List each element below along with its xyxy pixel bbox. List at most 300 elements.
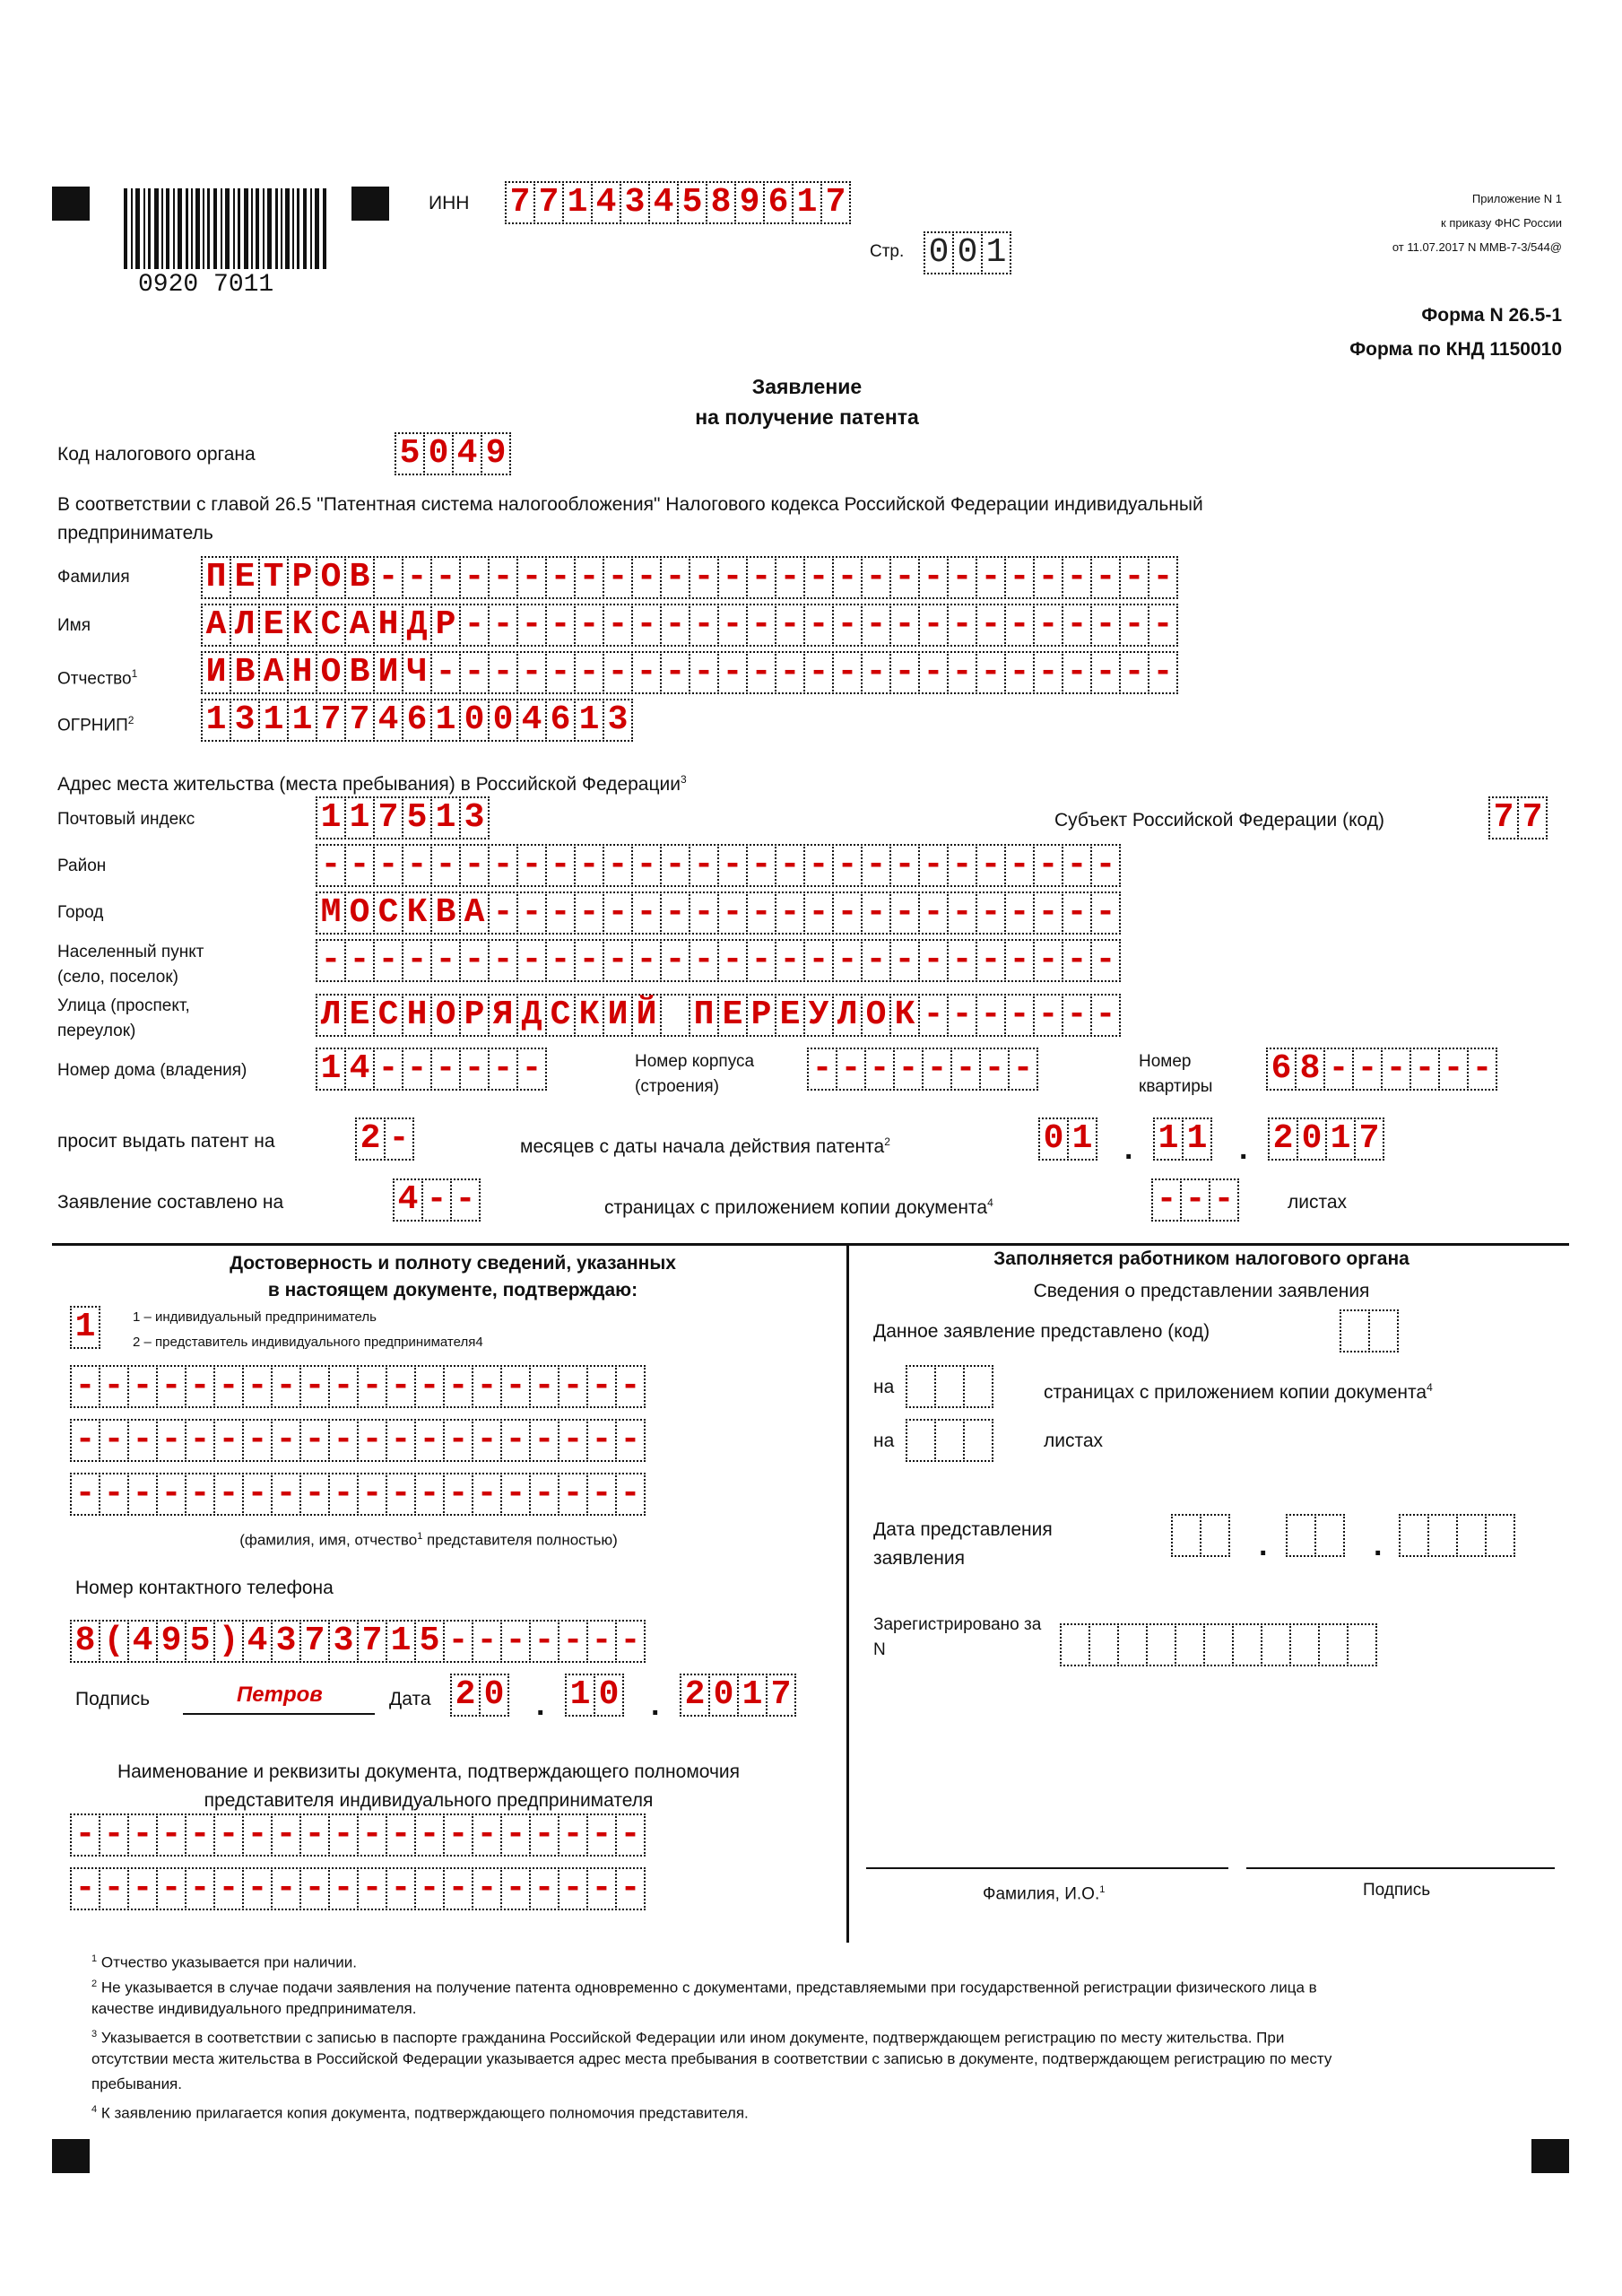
- char-cell: 4: [452, 432, 482, 475]
- locality-field[interactable]: [316, 939, 1119, 982]
- house-field[interactable]: [316, 1048, 545, 1091]
- doc-line-2[interactable]: [70, 1867, 644, 1910]
- char-cell: П: [201, 556, 231, 599]
- char-cell: -: [660, 651, 690, 694]
- char-cell: -: [156, 1365, 186, 1408]
- char-cell: -: [242, 1813, 273, 1857]
- char-cell: -: [430, 939, 461, 982]
- char-cell: 7: [316, 699, 346, 742]
- char-cell: -: [299, 1813, 330, 1857]
- char-cell: -: [918, 844, 949, 887]
- submit-day-field[interactable]: [1171, 1514, 1228, 1557]
- char-cell: -: [918, 604, 949, 647]
- char-cell: 3: [230, 699, 260, 742]
- char-cell: 1: [562, 181, 593, 224]
- char-cell: -: [603, 604, 633, 647]
- char-cell: Я: [488, 994, 518, 1037]
- char-cell: 2: [680, 1674, 710, 1717]
- char-cell: -: [529, 1365, 559, 1408]
- start-day-field[interactable]: [1038, 1118, 1096, 1161]
- char-cell: -: [402, 1048, 432, 1091]
- char-cell: -: [615, 1867, 646, 1910]
- char-cell: -: [1467, 1048, 1497, 1091]
- char-cell: -: [516, 939, 547, 982]
- char-cell: О: [861, 994, 891, 1037]
- char-cell: К: [287, 604, 317, 647]
- char-cell: -: [1148, 604, 1178, 647]
- office-pages-field[interactable]: [906, 1365, 992, 1408]
- char-cell: -: [421, 1178, 452, 1222]
- registration-mark-bottom-left: [52, 2139, 90, 2173]
- office-sheets-field[interactable]: [906, 1419, 992, 1462]
- char-cell: -: [1062, 844, 1092, 887]
- char-cell: -: [1323, 1048, 1354, 1091]
- sheets-field[interactable]: [1151, 1178, 1237, 1222]
- char-cell: -: [832, 844, 863, 887]
- char-cell: Л: [230, 604, 260, 647]
- char-cell: -: [516, 604, 547, 647]
- char-cell: [1286, 1514, 1316, 1557]
- district-label: Район: [57, 857, 107, 875]
- char-cell: -: [1033, 891, 1063, 935]
- char-cell: 1: [1153, 1118, 1184, 1161]
- char-cell: 1: [287, 699, 317, 742]
- char-cell: -: [516, 1048, 547, 1091]
- char-cell: -: [631, 604, 662, 647]
- char-cell: -: [586, 1419, 617, 1462]
- char-cell: -: [861, 604, 891, 647]
- char-cell: -: [1209, 1178, 1239, 1222]
- char-cell: -: [947, 994, 977, 1037]
- char-cell: 6: [545, 699, 576, 742]
- char-cell: -: [545, 891, 576, 935]
- char-cell: -: [1004, 994, 1035, 1037]
- flat-field[interactable]: [1266, 1048, 1496, 1091]
- barcode-number: 0920 7011: [134, 271, 277, 299]
- char-cell: -: [947, 891, 977, 935]
- signer-code-field[interactable]: [70, 1306, 99, 1349]
- char-cell: 7: [357, 1620, 387, 1663]
- start-year-field[interactable]: [1268, 1118, 1383, 1161]
- char-cell: -: [430, 651, 461, 694]
- submit-date-label: Дата представления заявления: [873, 1519, 1053, 1569]
- char-cell: Л: [316, 994, 346, 1037]
- char-cell: -: [586, 1473, 617, 1516]
- char-cell: -: [127, 1473, 158, 1516]
- char-cell: -: [213, 1867, 244, 1910]
- char-cell: 7: [344, 699, 375, 742]
- office-sign-label: Подпись: [1363, 1881, 1431, 1900]
- char-cell: 7: [505, 181, 535, 224]
- char-cell: 5: [414, 1620, 445, 1663]
- char-cell: -: [488, 891, 518, 935]
- char-cell: -: [1062, 556, 1092, 599]
- char-cell: 7: [1488, 796, 1519, 839]
- char-cell: 1: [1325, 1118, 1356, 1161]
- pages-field[interactable]: [393, 1178, 479, 1222]
- char-cell: -: [889, 891, 920, 935]
- sign-day-field[interactable]: [450, 1674, 507, 1717]
- char-cell: -: [918, 891, 949, 935]
- char-cell: 7: [1354, 1118, 1384, 1161]
- char-cell: [1427, 1514, 1458, 1557]
- char-cell: П: [689, 994, 719, 1037]
- char-cell: -: [443, 1419, 473, 1462]
- char-cell: -: [574, 556, 604, 599]
- char-cell: -: [99, 1419, 129, 1462]
- rep-name-line-3[interactable]: [70, 1473, 644, 1516]
- char-cell: 1: [344, 796, 375, 839]
- char-cell: А: [201, 604, 231, 647]
- char-cell: Т: [258, 556, 289, 599]
- region-field[interactable]: [1488, 796, 1546, 839]
- char-cell: -: [861, 844, 891, 887]
- building-field[interactable]: [807, 1048, 1037, 1091]
- char-cell: -: [775, 939, 805, 982]
- char-cell: -: [832, 651, 863, 694]
- char-cell: -: [615, 1620, 646, 1663]
- char-cell: -: [70, 1867, 100, 1910]
- char-cell: -: [1090, 994, 1121, 1037]
- char-cell: -: [299, 1473, 330, 1516]
- char-cell: И: [603, 994, 633, 1037]
- char-cell: 3: [620, 181, 650, 224]
- char-cell: 1: [574, 699, 604, 742]
- start-month-field[interactable]: [1153, 1118, 1210, 1161]
- fio-label: Фамилия, И.О.$^1$: [983, 1884, 1106, 1904]
- char-cell: -: [979, 1048, 1010, 1091]
- surname-label: Фамилия: [57, 568, 130, 587]
- flat-label: Номер квартиры: [1139, 1052, 1213, 1096]
- char-cell: 7: [820, 181, 851, 224]
- char-cell: -: [472, 1620, 502, 1663]
- char-cell: У: [803, 994, 834, 1037]
- char-cell: -: [603, 651, 633, 694]
- char-cell: -: [586, 1867, 617, 1910]
- char-cell: -: [70, 1365, 100, 1408]
- char-cell: -: [631, 844, 662, 887]
- city-field[interactable]: [316, 891, 1119, 935]
- char-cell: В: [344, 651, 375, 694]
- char-cell: В: [230, 651, 260, 694]
- char-cell: 0: [479, 1674, 509, 1717]
- footnote-2-cont: качестве индивидуального предпринимателя.: [91, 2000, 417, 2017]
- char-cell: -: [373, 1048, 403, 1091]
- page-field[interactable]: [924, 231, 1010, 274]
- footnote-2: $^2$ Не указывается в случае подачи заявления на получение патента одновременно с документами, представляемыми при государственной регистрации физического лица в: [91, 1979, 1317, 1996]
- signer-option-2: 2 – представитель индивидуального предпринимателя4: [133, 1335, 483, 1350]
- char-cell: -: [472, 1419, 502, 1462]
- char-cell: 2: [355, 1118, 386, 1161]
- char-cell: -: [357, 1365, 387, 1408]
- char-cell: -: [689, 604, 719, 647]
- ogrnip-label: ОГРНИП$^2$: [57, 714, 134, 735]
- char-cell: -: [316, 939, 346, 982]
- char-cell: -: [328, 1419, 359, 1462]
- char-cell: [1399, 1514, 1429, 1557]
- char-cell: -: [1090, 891, 1121, 935]
- char-cell: А: [344, 604, 375, 647]
- char-cell: -: [574, 891, 604, 935]
- sign-year-field[interactable]: [680, 1674, 794, 1717]
- char-cell: [906, 1365, 936, 1408]
- char-cell: -: [545, 651, 576, 694]
- char-cell: Е: [258, 604, 289, 647]
- char-cell: -: [488, 604, 518, 647]
- char-cell: Л: [832, 994, 863, 1037]
- char-cell: -: [1090, 556, 1121, 599]
- char-cell: -: [615, 1365, 646, 1408]
- char-cell: -: [889, 844, 920, 887]
- char-cell: [1203, 1623, 1234, 1666]
- char-cell: 1: [70, 1306, 100, 1349]
- char-cell: -: [717, 556, 748, 599]
- street-field[interactable]: [316, 994, 1119, 1037]
- inn-field[interactable]: [505, 181, 849, 224]
- char-cell: -: [516, 556, 547, 599]
- char-cell: -: [1352, 1048, 1383, 1091]
- char-cell: -: [1151, 1178, 1182, 1222]
- patronymic-field[interactable]: [201, 651, 1176, 694]
- submit-year-field[interactable]: [1399, 1514, 1514, 1557]
- char-cell: 4: [591, 181, 621, 224]
- barcode-icon: [122, 188, 330, 269]
- char-cell: -: [1090, 651, 1121, 694]
- char-cell: -: [472, 1867, 502, 1910]
- char-cell: -: [70, 1473, 100, 1516]
- char-cell: -: [386, 1473, 416, 1516]
- rep-name-line-2[interactable]: [70, 1419, 644, 1462]
- name-field[interactable]: [201, 604, 1176, 647]
- patronymic-label: Отчество$^1$: [57, 667, 138, 689]
- char-cell: 0: [594, 1674, 624, 1717]
- barcode: [122, 188, 330, 299]
- char-cell: -: [615, 1419, 646, 1462]
- char-cell: [906, 1419, 936, 1462]
- registered-field[interactable]: [1060, 1623, 1375, 1666]
- date-separator: .: [1374, 1528, 1383, 1562]
- rep-name-line-1[interactable]: [70, 1365, 644, 1408]
- char-cell: -: [1180, 1178, 1210, 1222]
- char-cell: -: [836, 1048, 866, 1091]
- phone-label: Номер контактного телефона: [75, 1578, 334, 1598]
- char-cell: [1456, 1514, 1487, 1557]
- char-cell: -: [299, 1419, 330, 1462]
- char-cell: [1200, 1514, 1230, 1557]
- char-cell: -: [99, 1473, 129, 1516]
- char-cell: -: [558, 1365, 588, 1408]
- char-cell: 7: [299, 1620, 330, 1663]
- char-cell: -: [414, 1813, 445, 1857]
- char-cell: -: [976, 891, 1006, 935]
- submitted-code-field[interactable]: [1340, 1309, 1397, 1352]
- char-cell: 1: [981, 231, 1011, 274]
- char-cell: -: [328, 1473, 359, 1516]
- submit-month-field[interactable]: [1286, 1514, 1343, 1557]
- char-cell: -: [558, 1620, 588, 1663]
- char-cell: Е: [230, 556, 260, 599]
- char-cell: -: [529, 1867, 559, 1910]
- char-cell: -: [516, 651, 547, 694]
- char-cell: -: [1062, 994, 1092, 1037]
- char-cell: Р: [746, 994, 776, 1037]
- char-cell: [963, 1365, 993, 1408]
- char-cell: -: [488, 556, 518, 599]
- char-cell: -: [1004, 891, 1035, 935]
- doc-line-1[interactable]: [70, 1813, 644, 1857]
- char-cell: -: [803, 556, 834, 599]
- char-cell: -: [1119, 651, 1149, 694]
- char-cell: -: [574, 939, 604, 982]
- char-cell: -: [574, 651, 604, 694]
- char-cell: К: [889, 994, 920, 1037]
- char-cell: Д: [516, 994, 547, 1037]
- registration-mark-top-right: [351, 187, 389, 221]
- char-cell: -: [660, 844, 690, 887]
- char-cell: -: [402, 939, 432, 982]
- char-cell: 5: [395, 432, 425, 475]
- char-cell: -: [717, 844, 748, 887]
- char-cell: -: [832, 939, 863, 982]
- tax-office-field[interactable]: [395, 432, 509, 475]
- char-cell: Й: [631, 994, 662, 1037]
- char-cell: 8: [706, 181, 736, 224]
- char-cell: -: [603, 844, 633, 887]
- char-cell: -: [947, 939, 977, 982]
- char-cell: 1: [386, 1620, 416, 1663]
- char-cell: С: [545, 994, 576, 1037]
- char-cell: -: [500, 1620, 531, 1663]
- char-cell: 4: [648, 181, 679, 224]
- char-cell: [1340, 1309, 1370, 1352]
- confirm-heading: Достоверность и полноту сведений, указанных в настоящем документе, подтверждаю:: [230, 1253, 676, 1300]
- char-cell: -: [803, 939, 834, 982]
- char-cell: ): [213, 1620, 244, 1663]
- char-cell: -: [1090, 939, 1121, 982]
- char-cell: -: [70, 1419, 100, 1462]
- char-cell: -: [185, 1867, 215, 1910]
- char-cell: -: [500, 1419, 531, 1462]
- signer-option-1: 1 – индивидуальный предприниматель: [133, 1309, 377, 1325]
- char-cell: -: [807, 1048, 837, 1091]
- street-label: Улица (проспект, переулок): [57, 996, 190, 1040]
- char-cell: -: [889, 604, 920, 647]
- date-label: Дата: [389, 1689, 431, 1709]
- char-cell: -: [976, 939, 1006, 982]
- district-field[interactable]: [316, 844, 1119, 887]
- char-cell: -: [156, 1813, 186, 1857]
- char-cell: -: [947, 844, 977, 887]
- char-cell: -: [242, 1473, 273, 1516]
- char-cell: 1: [316, 796, 346, 839]
- char-cell: -: [574, 604, 604, 647]
- char-cell: -: [459, 1048, 490, 1091]
- char-cell: -: [1062, 604, 1092, 647]
- char-cell: [1318, 1623, 1349, 1666]
- ogrnip-field[interactable]: [201, 699, 631, 742]
- char-cell: -: [603, 891, 633, 935]
- char-cell: -: [529, 1419, 559, 1462]
- char-cell: -: [545, 844, 576, 887]
- char-cell: -: [488, 1048, 518, 1091]
- char-cell: 4: [242, 1620, 273, 1663]
- char-cell: 1: [201, 699, 231, 742]
- char-cell: -: [558, 1473, 588, 1516]
- char-cell: -: [127, 1365, 158, 1408]
- char-cell: -: [1004, 844, 1035, 887]
- sign-month-field[interactable]: [565, 1674, 622, 1717]
- char-cell: [1175, 1623, 1205, 1666]
- months-label: месяцев с даты начала действия патента$^2$: [520, 1135, 890, 1157]
- char-cell: -: [213, 1813, 244, 1857]
- char-cell: -: [500, 1867, 531, 1910]
- char-cell: (: [99, 1620, 129, 1663]
- intro-text-line1: В соответствии с главой 26.5 "Патентная система налогообложения" Налогового кодекса Российской Федерации индивидуальный: [57, 494, 1203, 515]
- char-cell: 5: [185, 1620, 215, 1663]
- office-pages-label: страницах с приложением копии документа$^4$: [1044, 1381, 1433, 1403]
- char-cell: -: [717, 891, 748, 935]
- char-cell: 7: [1517, 796, 1548, 839]
- char-cell: -: [1090, 844, 1121, 887]
- char-cell: [1347, 1623, 1377, 1666]
- char-cell: -: [1004, 604, 1035, 647]
- char-cell: -: [775, 556, 805, 599]
- surname-field[interactable]: [201, 556, 1176, 599]
- char-cell: -: [373, 844, 403, 887]
- footnote-4: $^4$ К заявлению прилагается копия документа, подтверждающего полномочия представителя.: [91, 2104, 749, 2122]
- char-cell: -: [316, 844, 346, 887]
- char-cell: -: [328, 1365, 359, 1408]
- phone-field[interactable]: [70, 1620, 644, 1663]
- postal-field[interactable]: [316, 796, 488, 839]
- char-cell: Д: [402, 604, 432, 647]
- char-cell: 3: [459, 796, 490, 839]
- char-cell: -: [947, 556, 977, 599]
- char-cell: -: [1062, 651, 1092, 694]
- rep-name-caption: (фамилия, имя, отчество$^1$ представителя полностью): [239, 1531, 618, 1549]
- char-cell: -: [889, 651, 920, 694]
- char-cell: -: [803, 651, 834, 694]
- char-cell: -: [373, 939, 403, 982]
- char-cell: -: [803, 844, 834, 887]
- page-title: Заявление на получение патента: [695, 375, 919, 429]
- char-cell: -: [832, 604, 863, 647]
- char-cell: 6: [402, 699, 432, 742]
- char-cell: -: [1033, 556, 1063, 599]
- char-cell: -: [443, 1365, 473, 1408]
- char-cell: -: [185, 1419, 215, 1462]
- section-divider: [52, 1243, 1569, 1246]
- char-cell: 7: [766, 1674, 796, 1717]
- char-cell: 9: [156, 1620, 186, 1663]
- char-cell: -: [1033, 604, 1063, 647]
- char-cell: -: [516, 891, 547, 935]
- char-cell: -: [746, 844, 776, 887]
- char-cell: -: [357, 1419, 387, 1462]
- char-cell: -: [430, 1048, 461, 1091]
- char-cell: -: [889, 939, 920, 982]
- char-cell: 0: [1297, 1118, 1327, 1161]
- region-label: Субъект Российской Федерации (код): [1054, 810, 1384, 831]
- char-cell: -: [947, 604, 977, 647]
- char-cell: -: [328, 1867, 359, 1910]
- char-cell: -: [443, 1473, 473, 1516]
- char-cell: -: [1119, 604, 1149, 647]
- form-knd: Форма по КНД 1150010: [1349, 339, 1562, 360]
- char-cell: -: [430, 844, 461, 887]
- months-field[interactable]: [355, 1118, 412, 1161]
- char-cell: Ч: [402, 651, 432, 694]
